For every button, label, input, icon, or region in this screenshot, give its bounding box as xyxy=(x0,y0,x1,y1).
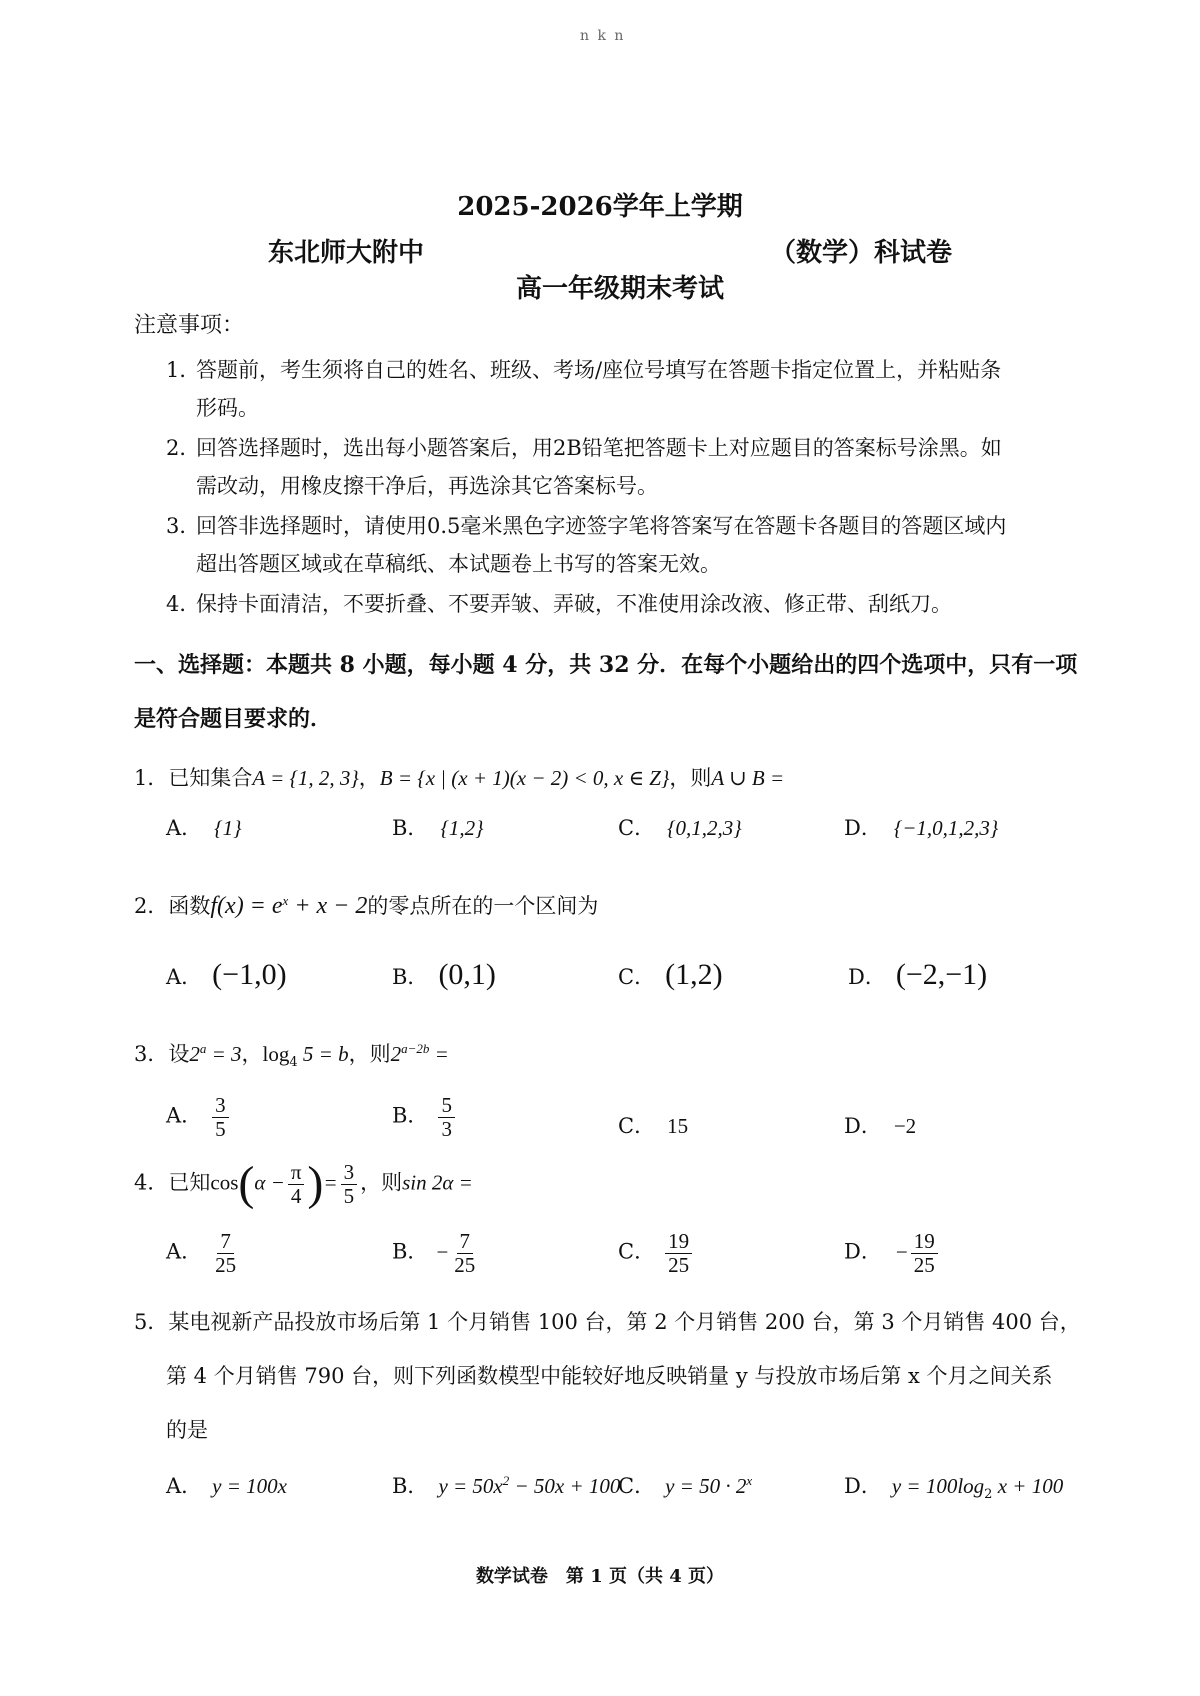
option-value: (−1,0) xyxy=(212,958,287,991)
option-value: {−1,0,1,2,3} xyxy=(893,816,999,840)
exam-year-term: 2025-2026学年上学期 xyxy=(457,192,743,222)
question-5-line-2: 第 4 个月销售 790 台，则下列函数模型中能较好地反映销量 y 与投放市场后第 x 个月之间关系 xyxy=(166,1364,1053,1388)
option-a xyxy=(166,1230,242,1276)
question-text: 的零点所在的一个区间为 xyxy=(367,894,599,918)
question-4 xyxy=(134,1157,473,1210)
option-value: − 50x + 100 xyxy=(509,1474,621,1498)
math-exponent: x xyxy=(282,893,289,908)
math-expression: α − xyxy=(254,1170,285,1195)
math-expression: 5 = b xyxy=(297,1042,349,1066)
math-exponent: a−2b xyxy=(401,1041,430,1056)
option-label: D． xyxy=(844,1114,882,1138)
option-b xyxy=(392,812,483,842)
notice-4-line-1: 保持卡面清洁，不要折叠、不要弄皱、弄破，不准使用涂改液、修正带、刮纸刀。 xyxy=(196,592,952,616)
math-expression: + x − 2 xyxy=(288,893,368,919)
question-number: 3． xyxy=(134,1042,169,1066)
option-value: {1,2} xyxy=(440,816,484,840)
question-number: 1． xyxy=(134,766,169,790)
option-label: D． xyxy=(844,816,882,840)
option-d xyxy=(844,1110,916,1140)
math-expression: 2 xyxy=(390,1042,402,1066)
option-value: y = 50 · 2 xyxy=(665,1474,747,1498)
option-c xyxy=(618,958,723,992)
section-heading-line-2: 是符合题目要求的． xyxy=(134,706,333,732)
math-expression: = xyxy=(323,1170,338,1195)
notice-3-number: 3． xyxy=(166,514,201,538)
option-label: D． xyxy=(848,965,886,989)
question-number: 4． xyxy=(134,1170,169,1195)
option-label: C． xyxy=(618,1239,656,1264)
option-d xyxy=(844,812,998,842)
option-label: C． xyxy=(618,965,656,989)
question-number: 2． xyxy=(134,894,169,918)
fraction: $\frac{3}{5}$ xyxy=(212,1094,229,1140)
option-label: D． xyxy=(844,1239,882,1264)
option-b xyxy=(392,1470,620,1500)
math-expression: sin 2α = xyxy=(402,1170,473,1195)
option-label: B． xyxy=(392,1103,429,1128)
fraction: $\frac{19}{25}$ xyxy=(911,1230,938,1276)
fraction: $\frac{5}{3}$ xyxy=(438,1094,455,1140)
option-label: A． xyxy=(166,816,203,840)
math-expression: = 3 xyxy=(206,1042,242,1066)
notice-1-line-1: 答题前，考生须将自己的姓名、班级、考场/座位号填写在答题卡指定位置上，并粘贴条 xyxy=(196,358,1002,382)
option-c xyxy=(618,812,742,842)
notice-2-line-1: 回答选择题时，选出每小题答案后，用2B铅笔把答题卡上对应题目的答案标号涂黑。如 xyxy=(196,436,1002,460)
math-expression: A ∪ B = xyxy=(711,766,785,790)
option-label: B． xyxy=(392,965,429,989)
option-a xyxy=(166,812,241,842)
option-d xyxy=(844,1470,1063,1502)
math-subscript: 4 xyxy=(289,1055,298,1071)
fraction: $\frac{7}{25}$ xyxy=(454,1229,476,1277)
notice-1-line-2: 形码。 xyxy=(196,396,259,420)
option-label: C． xyxy=(618,1474,656,1498)
math-subscript: 2 xyxy=(984,1487,993,1503)
question-text: 已知集合 xyxy=(168,766,253,790)
section-heading-line-1: 一、选择题：本题共 8 小题，每小题 4 分，共 32 分．在每个小题给出的四个选项中，只有一项 xyxy=(134,652,1078,678)
question-5 xyxy=(134,1306,1081,1336)
question-text: 函数 xyxy=(168,894,211,918)
notice-2-number: 2． xyxy=(166,436,201,460)
option-a xyxy=(166,1470,287,1500)
math-expression: A = {1, 2, 3} xyxy=(252,766,359,790)
question-text: ，则 xyxy=(360,1170,403,1195)
option-c xyxy=(618,1230,695,1276)
option-label: C． xyxy=(618,816,656,840)
subject-title: （数学）科试卷 xyxy=(770,238,953,268)
option-value: {1} xyxy=(214,816,242,840)
option-a xyxy=(166,1094,232,1140)
option-value: y = 50x xyxy=(438,1474,503,1498)
fraction: $\frac{19}{25}$ xyxy=(665,1230,692,1276)
question-text: 已知 xyxy=(168,1170,211,1195)
option-label: C． xyxy=(618,1114,656,1138)
option-value: (−2,−1) xyxy=(895,958,988,991)
right-paren: ) xyxy=(307,1157,324,1210)
question-1 xyxy=(134,762,784,792)
question-text: ，则 xyxy=(669,766,712,790)
option-value: x + 100 xyxy=(992,1474,1064,1498)
punctuation: ， xyxy=(241,1042,263,1066)
option-value: y = 100x xyxy=(212,1474,287,1498)
left-paren: ( xyxy=(238,1157,255,1210)
math-expression: = xyxy=(429,1042,449,1066)
math-expression: log xyxy=(262,1042,290,1066)
option-b xyxy=(392,1094,458,1140)
notice-heading: 注意事项： xyxy=(134,313,245,338)
question-text: 某电视新产品投放市场后第 1 个月销售 100 台，第 2 个月销售 200 台，第 3 个月销售 400 台， xyxy=(168,1310,1081,1334)
option-value: {0,1,2,3} xyxy=(667,816,742,840)
math-exponent: a xyxy=(199,1041,207,1056)
option-label: B． xyxy=(392,1474,429,1498)
fraction: $\frac{7}{25}$ xyxy=(215,1229,237,1277)
fraction: $\frac{\pi}{4}$ xyxy=(288,1161,305,1207)
option-label: D． xyxy=(844,1474,882,1498)
page-footer: 数学试卷 第 1 页（共 4 页） xyxy=(475,1566,725,1587)
sign: − xyxy=(895,1239,908,1264)
notice-2-line-2: 需改动，用橡皮擦干净后，再选涂其它答案标号。 xyxy=(196,474,658,498)
notice-1-number: 1． xyxy=(166,358,201,382)
option-c xyxy=(618,1110,688,1140)
punctuation: ， xyxy=(358,766,380,790)
math-expression: B = {x | (x + 1)(x − 2) < 0, x ∈ Z} xyxy=(379,766,670,790)
notice-4-number: 4． xyxy=(166,592,201,616)
question-2 xyxy=(134,890,598,920)
option-label: B． xyxy=(392,816,429,840)
option-b xyxy=(392,1230,481,1276)
option-value: (1,2) xyxy=(665,958,723,991)
notice-3-line-2: 超出答题区域或在草稿纸、本试题卷上书写的答案无效。 xyxy=(196,552,721,576)
school-name: 东北师大附中 xyxy=(268,238,425,268)
option-d xyxy=(844,1230,941,1276)
option-value: 15 xyxy=(667,1114,689,1138)
question-text: 设 xyxy=(168,1042,190,1066)
exam-title: 高一年级期末考试 xyxy=(515,274,724,304)
math-expression: 2 xyxy=(189,1042,200,1066)
option-label: A． xyxy=(166,1474,203,1498)
option-value: y = 100log xyxy=(891,1474,985,1498)
math-expression: cos xyxy=(210,1170,239,1195)
option-value: (0,1) xyxy=(438,958,496,991)
math-exponent: x xyxy=(746,1473,753,1488)
math-expression: f(x) = e xyxy=(210,893,283,919)
option-a xyxy=(166,958,287,992)
option-label: A． xyxy=(166,1103,203,1128)
question-text: ，则 xyxy=(348,1042,391,1066)
option-b xyxy=(392,958,496,992)
question-5-line-3: 的是 xyxy=(166,1418,208,1442)
question-number: 5． xyxy=(134,1310,169,1334)
top-mark: n k n xyxy=(580,28,626,44)
option-label: B． xyxy=(392,1239,429,1264)
math-exponent: 2 xyxy=(502,1473,510,1488)
option-label: A． xyxy=(166,965,203,989)
option-d xyxy=(848,958,987,992)
fraction: $\frac{3}{5}$ xyxy=(341,1161,358,1207)
option-value: −2 xyxy=(893,1114,917,1138)
option-c xyxy=(618,1470,752,1500)
question-3 xyxy=(134,1038,449,1070)
option-label: A． xyxy=(166,1239,203,1264)
sign: − xyxy=(436,1239,449,1264)
notice-3-line-1: 回答非选择题时，请使用0.5毫米黑色字迹签字笔将答案写在答题卡各题目的答题区域内 xyxy=(196,514,1007,538)
